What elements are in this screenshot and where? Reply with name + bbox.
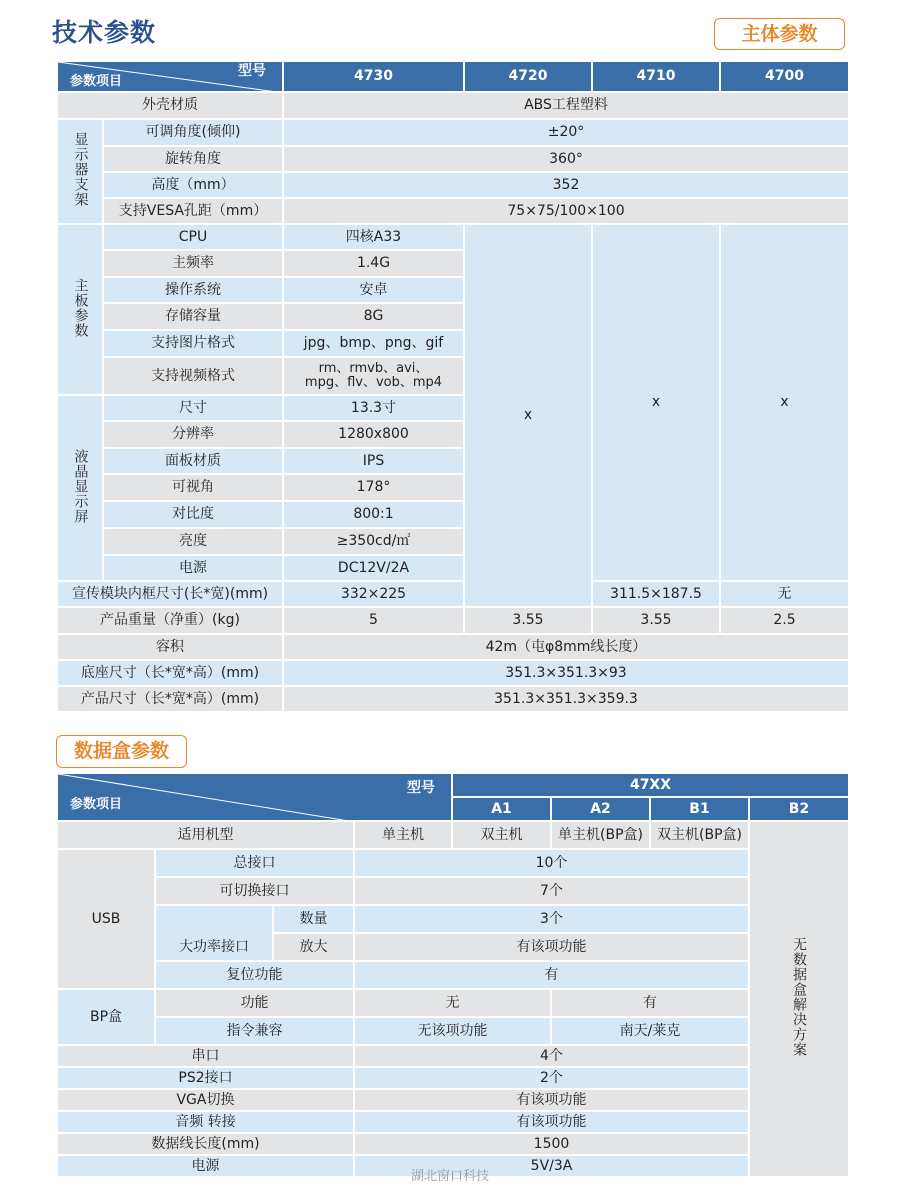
data-box-table: [56, 772, 850, 1178]
shell-value: ABS工程塑料: [283, 92, 849, 119]
model-header: 型号: [238, 63, 266, 79]
base-label: 底座尺寸（长*宽*高）(mm): [57, 660, 283, 686]
stand-value: 75×75/100×100: [283, 198, 849, 224]
promo-4710: 311.5×187.5: [592, 581, 720, 607]
lcd-label: 对比度: [103, 501, 283, 528]
lcd-group: [57, 395, 103, 581]
fit-b2: 双主机(BP盒): [650, 821, 749, 849]
table-corner-header: [57, 61, 283, 92]
x-mark-4710: x: [592, 224, 720, 581]
stand-label: 高度（mm）: [103, 172, 283, 198]
fit-a1: 单主机: [354, 821, 452, 849]
usb-group-label: USB: [57, 849, 155, 989]
video-label: 支持视频格式: [103, 357, 283, 395]
shell-label: 外壳材质: [57, 92, 283, 119]
lcd-label: 电源: [103, 555, 283, 581]
lcd-group-label: 液晶显示屏: [72, 448, 89, 524]
x-mark-4700: x: [720, 224, 849, 581]
fit-label: 适用机型: [57, 821, 354, 849]
lcd-label: 可视角: [103, 474, 283, 501]
weight-4720: 3.55: [464, 607, 592, 634]
reset-value: 有: [354, 961, 749, 989]
base-value: 351.3×351.3×93: [283, 660, 849, 686]
model-header: 型号: [407, 780, 435, 796]
stand-value: 360°: [283, 146, 849, 172]
lcd-label: 尺寸: [103, 395, 283, 421]
board-value: 1.4G: [283, 250, 464, 277]
size-label: 产品尺寸（长*宽*高）(mm): [57, 686, 283, 712]
audio-value: 有该项功能: [354, 1111, 749, 1133]
hp-amp-value: 有该项功能: [354, 933, 749, 961]
reset-label: 复位功能: [155, 961, 354, 989]
serial-value: 4个: [354, 1045, 749, 1067]
bp-cmd-label: 指令兼容: [155, 1017, 354, 1045]
power-value: 5V/3A: [354, 1155, 749, 1177]
item-header: 参数项目: [70, 74, 123, 89]
lcd-value: 13.3寸: [283, 395, 464, 421]
model-4710: 4710: [592, 61, 720, 92]
volume-value: 42m（屯φ8mm线长度）: [283, 634, 849, 660]
col-b1: B1: [650, 797, 749, 821]
board-label: 存储容量: [103, 303, 283, 330]
main-spec-table: [56, 60, 850, 713]
usb-total-value: 10个: [354, 849, 749, 877]
ps2-label: PS2接口: [57, 1067, 354, 1089]
stand-label: 旋转角度: [103, 146, 283, 172]
board-value: 四核A33: [283, 224, 464, 250]
stand-value: 352: [283, 172, 849, 198]
cable-label: 数据线长度(mm): [57, 1133, 354, 1155]
weight-label: 产品重量（净重）(kg): [57, 607, 283, 634]
model-4720: 4720: [464, 61, 592, 92]
weight-4700: 2.5: [720, 607, 849, 634]
promo-4700: 无: [720, 581, 849, 607]
board-label: 主频率: [103, 250, 283, 277]
lcd-value: ≥350cd/㎡: [283, 528, 464, 555]
board-value: 8G: [283, 303, 464, 330]
serial-label: 串口: [57, 1045, 354, 1067]
lcd-label: 分辨率: [103, 421, 283, 448]
model-4700: 4700: [720, 61, 849, 92]
lcd-value: 800:1: [283, 501, 464, 528]
size-value: 351.3×351.3×359.3: [283, 686, 849, 712]
board-value: 安卓: [283, 277, 464, 303]
model-4730: 4730: [283, 61, 464, 92]
weight-4730: 5: [283, 607, 464, 634]
watermark-footer: 湖北窗口科技: [410, 1169, 489, 1184]
bp-cmd-b: 南天/莱克: [551, 1017, 749, 1045]
bp-cmd-a: 无该项功能: [354, 1017, 551, 1045]
board-label: 操作系统: [103, 277, 283, 303]
col-a2: A2: [551, 797, 650, 821]
vga-value: 有该项功能: [354, 1089, 749, 1111]
lcd-value: DC12V/2A: [283, 555, 464, 581]
hp-count-value: 3个: [354, 905, 749, 933]
usb-switch-value: 7个: [354, 877, 749, 905]
promo-label: 宣传模块内框尺寸(长*宽)(mm): [57, 581, 283, 607]
lcd-label: 亮度: [103, 528, 283, 555]
board-group-label: 主板参数: [72, 277, 89, 338]
video-line-2: mpg、flv、vob、mp4: [304, 375, 443, 390]
lcd-label: 面板材质: [103, 448, 283, 474]
col-a1: A1: [452, 797, 551, 821]
bp-func-b: 有: [551, 989, 749, 1017]
stand-group-label: 显示器支架: [72, 132, 89, 207]
cable-value: 1500: [354, 1133, 749, 1155]
vga-label: VGA切换: [57, 1089, 354, 1111]
x-mark-4720: x: [464, 224, 592, 607]
item-header: 参数项目: [70, 797, 123, 812]
high-power-label: 大功率接口: [155, 905, 273, 961]
hp-amp-label: 放大: [273, 933, 354, 961]
audio-label: 音频 转接: [57, 1111, 354, 1133]
data-box-badge: 数据盒参数: [56, 735, 187, 768]
ps2-value: 2个: [354, 1067, 749, 1089]
col-b2: B2: [749, 797, 849, 821]
series-header: 47XX: [452, 773, 849, 797]
usb-total-label: 总接口: [155, 849, 354, 877]
page-title: 技术参数: [52, 18, 157, 47]
board-group: [57, 224, 103, 395]
bp-func-label: 功能: [155, 989, 354, 1017]
board-value: jpg、bmp、png、gif: [283, 330, 464, 357]
video-line-1: rm、rmvb、avi、: [318, 361, 429, 376]
hp-count-label: 数量: [273, 905, 354, 933]
fit-b1: 单主机(BP盒): [551, 821, 650, 849]
power-label: 电源: [57, 1155, 354, 1177]
fit-a2: 双主机: [452, 821, 551, 849]
usb-switch-label: 可切换接口: [155, 877, 354, 905]
lcd-value: 1280x800: [283, 421, 464, 448]
lcd-value: 178°: [283, 474, 464, 501]
bp-func-a: 无: [354, 989, 551, 1017]
stand-value: ±20°: [283, 119, 849, 146]
volume-label: 容积: [57, 634, 283, 660]
video-value: [283, 357, 464, 395]
stand-group: [57, 119, 103, 224]
table-corner-header: [57, 773, 452, 821]
bp-group-label: BP盒: [57, 989, 155, 1045]
lcd-value: IPS: [283, 448, 464, 474]
weight-4710: 3.55: [592, 607, 720, 634]
main-params-badge: 主体参数: [714, 18, 845, 50]
no-data-box-cell: [749, 821, 849, 1177]
promo-4730: 332×225: [283, 581, 464, 607]
stand-label: 支持VESA孔距（mm）: [103, 198, 283, 224]
stand-label: 可调角度(倾仰): [103, 119, 283, 146]
board-label: CPU: [103, 224, 283, 250]
board-label: 支持图片格式: [103, 330, 283, 357]
no-data-box-text: 无数据盒解决方案: [791, 937, 807, 1057]
